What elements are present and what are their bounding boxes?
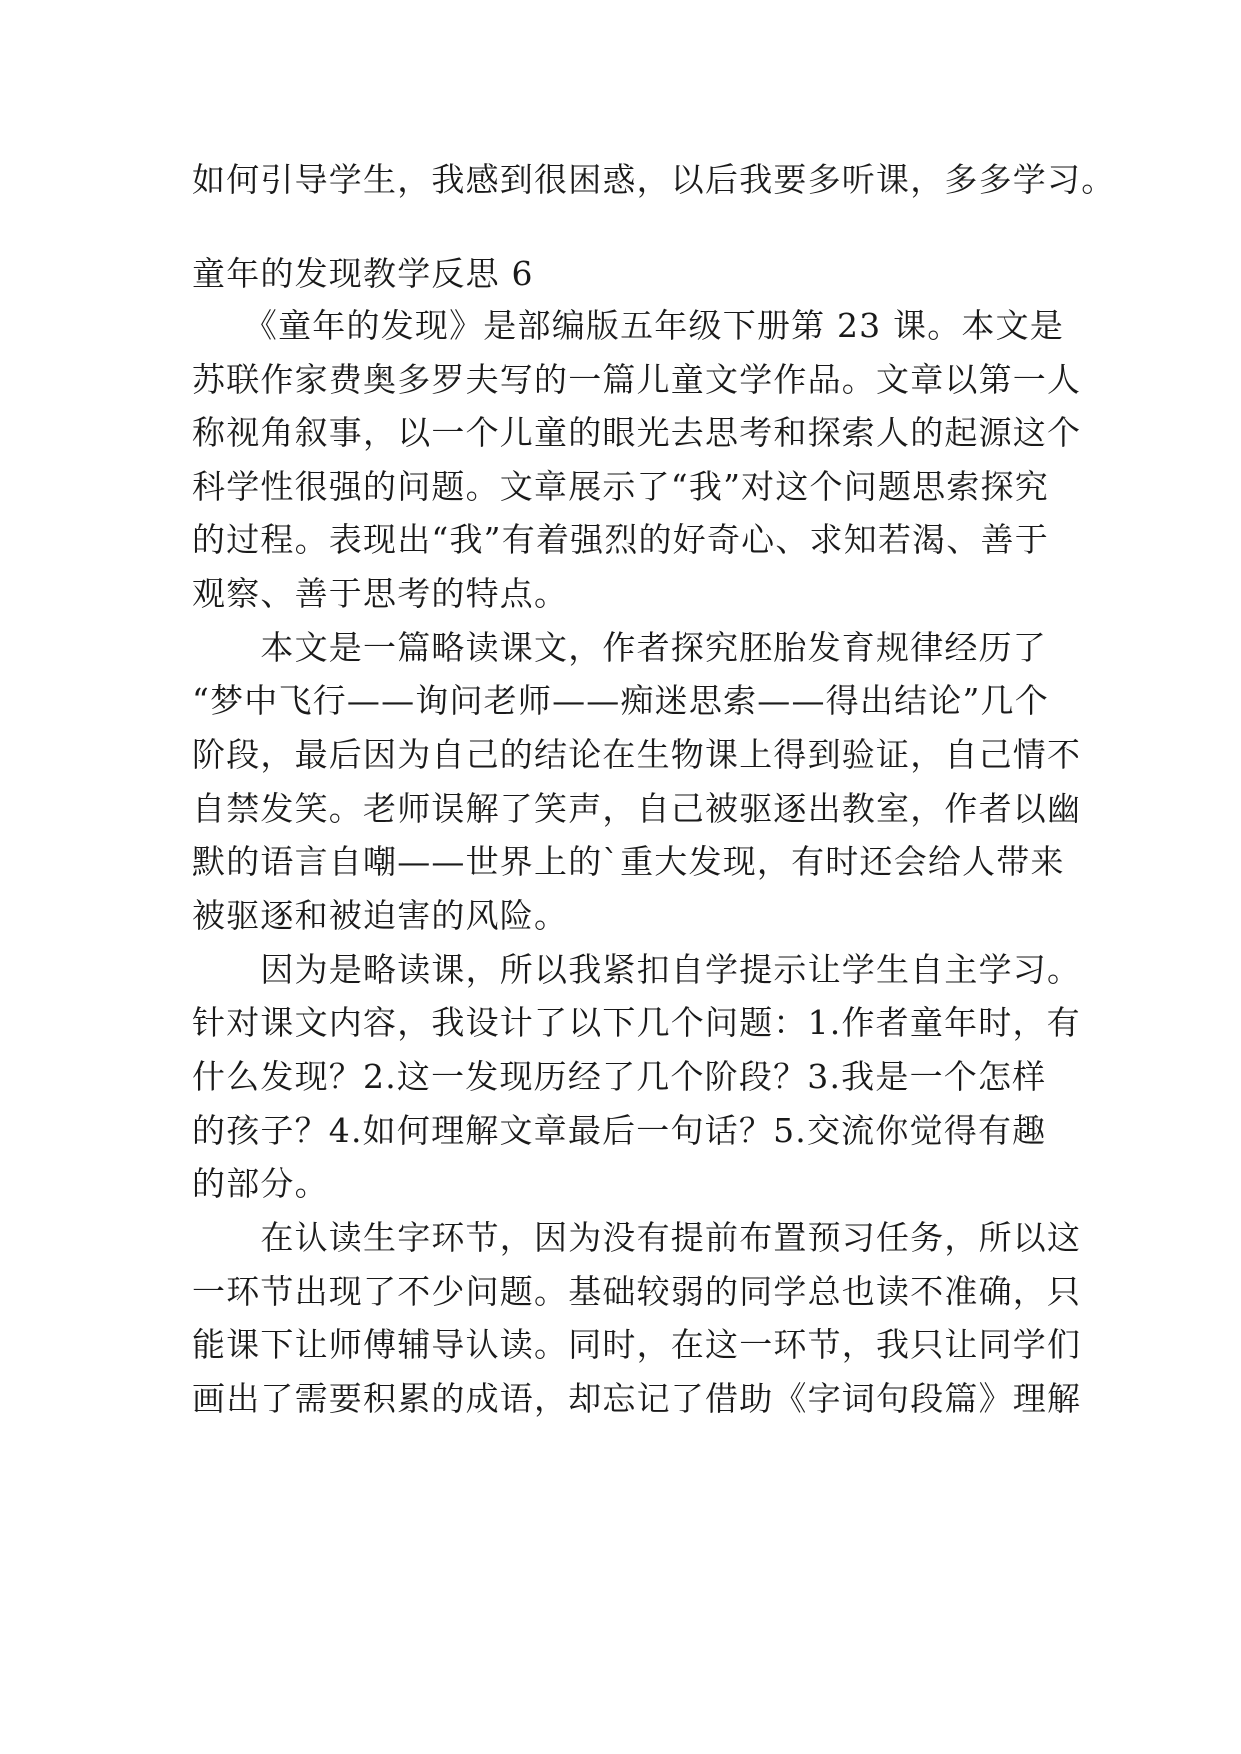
text-line: 阶段，最后因为自己的结论在生物课上得到验证，自己情不 [192, 735, 1082, 774]
text-line: 的过程。表现出“我”有着强烈的好奇心、求知若渴、善于 [192, 520, 1049, 559]
text-line: 的部分。 [192, 1164, 329, 1203]
text-line: 本文是一篇略读课文，作者探究胚胎发育规律经历了 [192, 628, 1047, 667]
text-line: 科学性很强的问题。文章展示了“我”对这个问题思索探究 [192, 467, 1049, 506]
text-line: 什么发现？2.这一发现历经了几个阶段？3.我是一个怎样 [192, 1057, 1047, 1096]
text-line: 观察、善于思考的特点。 [192, 574, 569, 613]
text-line: 一环节出现了不少问题。基础较弱的同学总也读不准确，只 [192, 1272, 1082, 1311]
text-line: 称视角叙事，以一个儿童的眼光去思考和探索人的起源这个 [192, 413, 1082, 452]
text-line: 因为是略读课，所以我紧扣自学提示让学生自主学习。 [192, 950, 1082, 989]
text-line: 自禁发笑。老师误解了笑声，自己被驱逐出教室，作者以幽 [192, 789, 1082, 828]
text-line: 画出了需要积累的成语，却忘记了借助《字词句段篇》理解 [192, 1379, 1082, 1418]
text-line: 默的语言自嘲——世界上的`重大发现，有时还会给人带来 [192, 842, 1065, 881]
text-line: “梦中飞行——询问老师——痴迷思索——得出结论”几个 [192, 681, 1049, 720]
text-line: 的孩子？4.如何理解文章最后一句话？5.交流你觉得有趣 [192, 1111, 1047, 1150]
text-line: 能课下让师傅辅导认读。同时，在这一环节，我只让同学们 [192, 1325, 1082, 1364]
text-line: 被驱逐和被迫害的风险。 [192, 896, 569, 935]
section-heading: 童年的发现教学反思 6 [192, 254, 534, 293]
text-line: 在认读生字环节，因为没有提前布置预习任务，所以这 [192, 1218, 1082, 1257]
text-line: 《童年的发现》是部编版五年级下册第 23 课。本文是 [192, 306, 1065, 345]
text-line: 苏联作家费奥多罗夫写的一篇儿童文学作品。文章以第一人 [192, 360, 1082, 399]
text-line: 针对课文内容，我设计了以下几个问题：1.作者童年时，有 [192, 1003, 1081, 1042]
text-line: 如何引导学生，我感到很困惑，以后我要多听课，多多学习。 [192, 160, 1116, 199]
